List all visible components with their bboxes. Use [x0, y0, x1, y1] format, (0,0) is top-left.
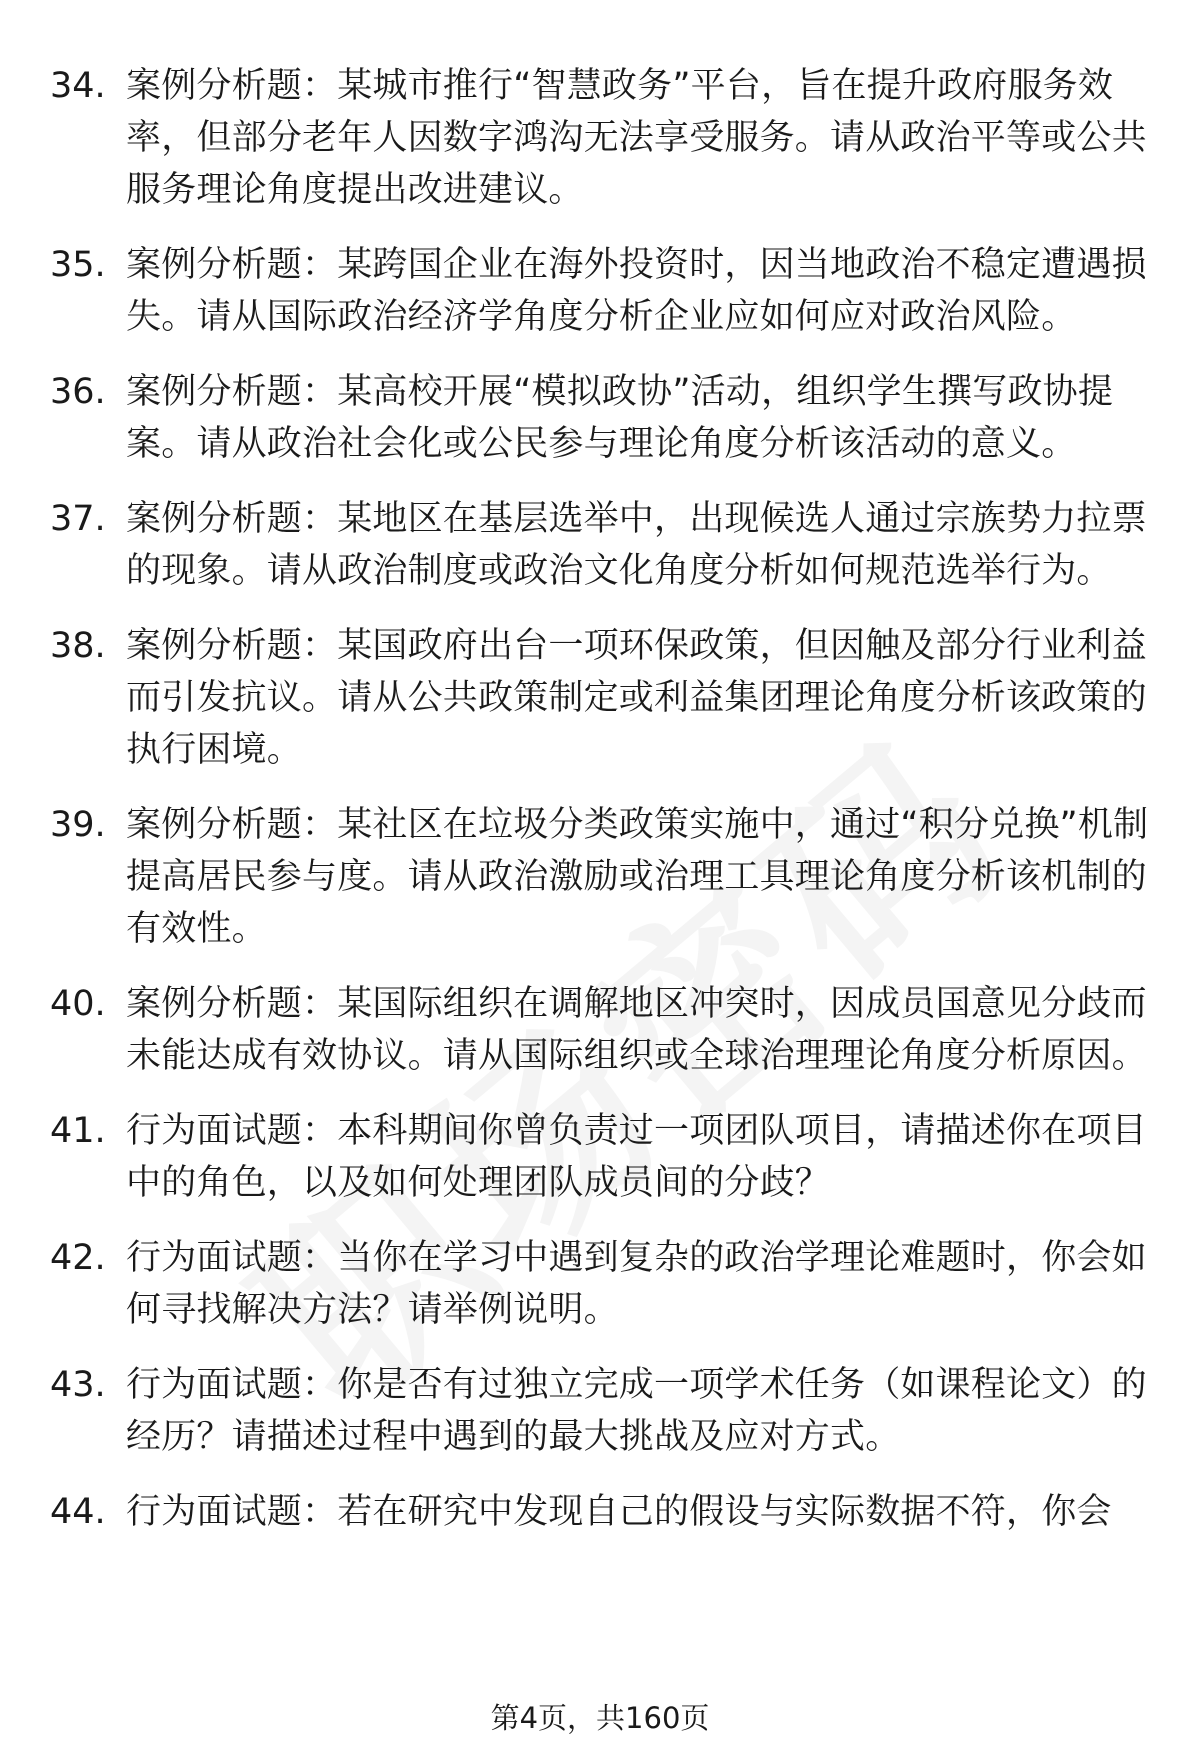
question-number: 35.	[50, 245, 106, 285]
page-footer: 第4页，共160页	[490, 1701, 710, 1735]
question-text: 案例分析题：某高校开展“模拟政协”活动，组织学生撰写政协提案。请从政治社会化或公民参与理论角度分析该活动的意义。	[126, 372, 1114, 464]
question-number: 42.	[50, 1238, 106, 1278]
question-item	[50, 239, 1160, 343]
question-item	[50, 1105, 1160, 1209]
question-item	[50, 978, 1160, 1082]
question-item	[50, 60, 1160, 216]
question-item	[50, 1359, 1160, 1463]
question-text: 行为面试题：本科期间你曾负责过一项团队项目，请描述你在项目中的角色，以及如何处理团队成员间的分歧？	[126, 1111, 1147, 1203]
question-number: 37.	[50, 499, 106, 539]
question-item	[50, 366, 1160, 470]
question-text: 案例分析题：某社区在垃圾分类政策实施中，通过“积分兑换”机制提高居民参与度。请从政治激励或治理工具理论角度分析该机制的有效性。	[126, 805, 1149, 949]
question-number: 41.	[50, 1111, 106, 1151]
question-number: 38.	[50, 626, 106, 666]
question-text: 案例分析题：某城市推行“智慧政务”平台，旨在提升政府服务效率，但部分老年人因数字鸿沟无法享受服务。请从政治平等或公共服务理论角度提出改进建议。	[126, 66, 1147, 210]
question-item	[50, 1486, 1160, 1538]
question-text: 案例分析题：某地区在基层选举中，出现候选人通过宗族势力拉票的现象。请从政治制度或政治文化角度分析如何规范选举行为。	[126, 499, 1147, 591]
question-number: 43.	[50, 1365, 106, 1405]
question-list	[50, 60, 1160, 1561]
question-item	[50, 493, 1160, 597]
question-text: 案例分析题：某国政府出台一项环保政策，但因触及部分行业利益而引发抗议。请从公共政策制定或利益集团理论角度分析该政策的执行困境。	[126, 626, 1147, 770]
question-text: 案例分析题：某跨国企业在海外投资时，因当地政治不稳定遭遇损失。请从国际政治经济学角度分析企业应如何应对政治风险。	[126, 245, 1147, 337]
question-number: 40.	[50, 984, 106, 1024]
question-number: 44.	[50, 1492, 106, 1532]
question-item	[50, 1232, 1160, 1336]
question-text: 行为面试题：当你在学习中遇到复杂的政治学理论难题时，你会如何寻找解决方法？请举例说明。	[126, 1238, 1147, 1330]
question-number: 39.	[50, 805, 106, 845]
question-text: 行为面试题：若在研究中发现自己的假设与实际数据不符，你会	[126, 1492, 1112, 1532]
question-item	[50, 799, 1160, 955]
question-item	[50, 620, 1160, 776]
question-text: 案例分析题：某国际组织在调解地区冲突时，因成员国意见分歧而未能达成有效协议。请从国际组织或全球治理理论角度分析原因。	[126, 984, 1147, 1076]
question-number: 34.	[50, 66, 106, 106]
question-number: 36.	[50, 372, 106, 412]
question-text: 行为面试题：你是否有过独立完成一项学术任务（如课程论文）的经历？请描述过程中遇到的最大挑战及应对方式。	[126, 1365, 1147, 1457]
